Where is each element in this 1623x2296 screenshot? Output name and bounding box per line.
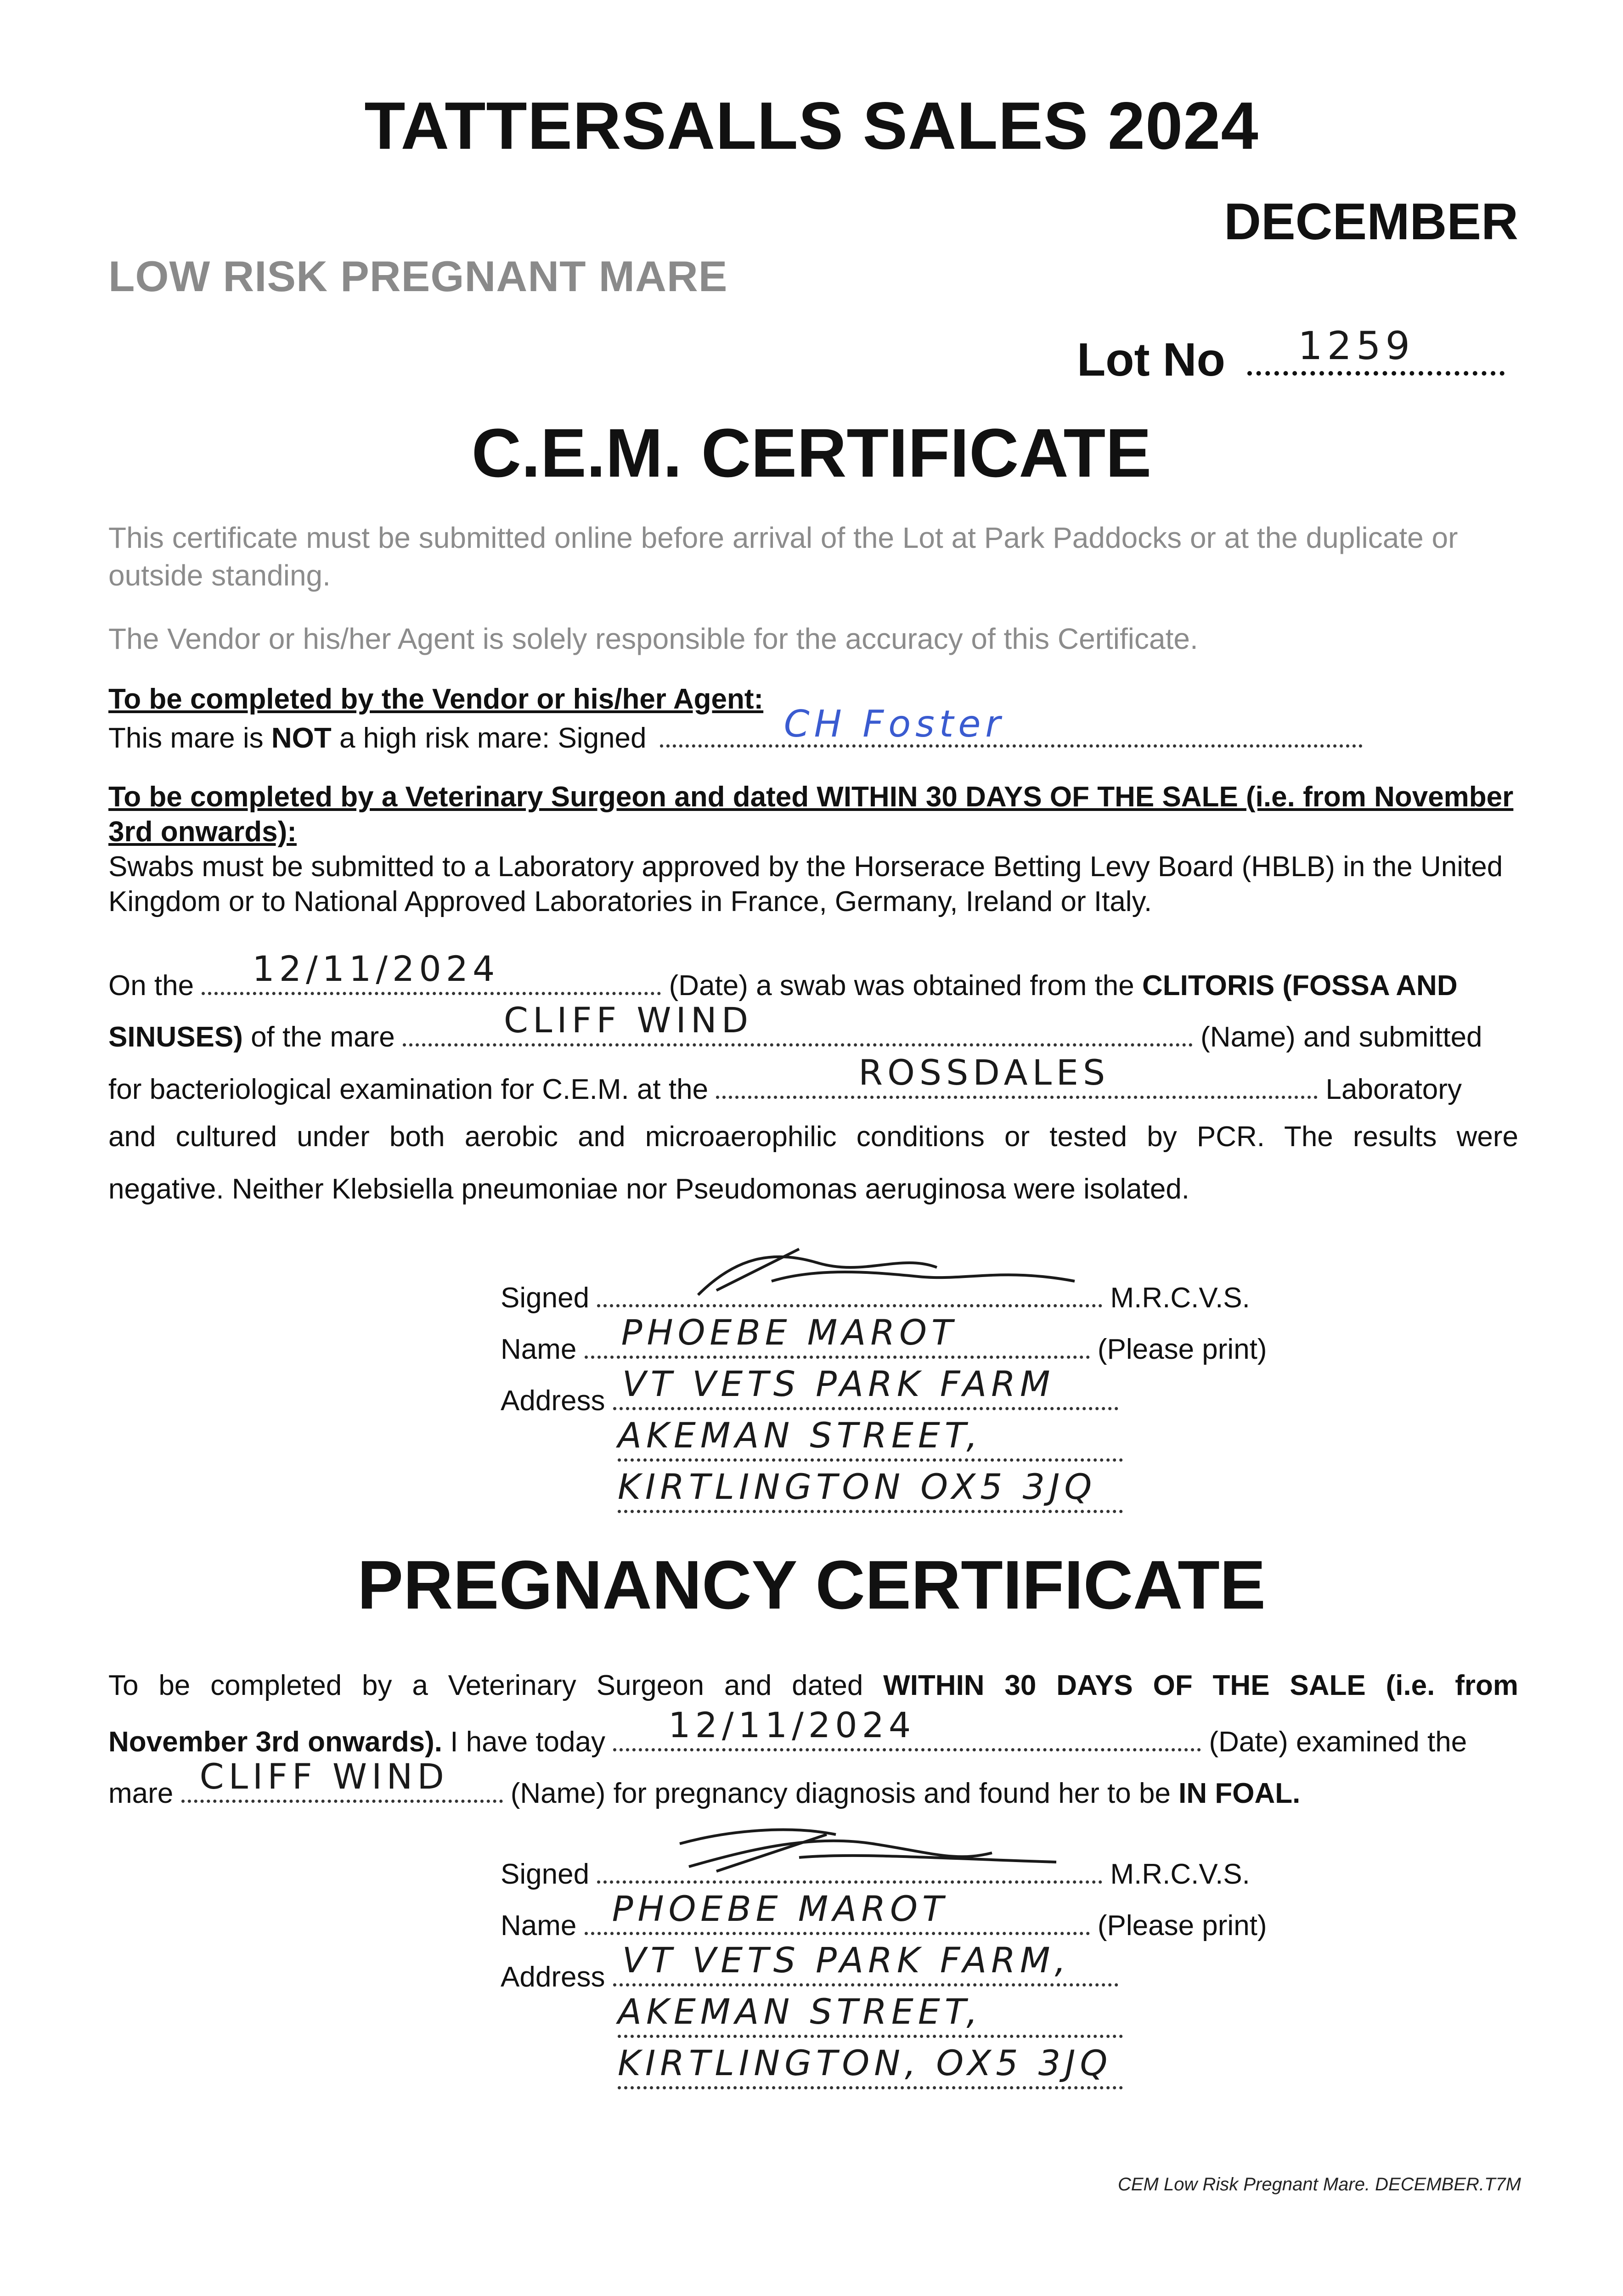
cem-vet-name-field [585,1312,1090,1359]
mare-name: CLIFF WIND [503,1000,753,1041]
cem-name-label: Name [501,1334,577,1365]
cem-address-line-3: KIRTLINGTON OX5 3JQ [618,1466,1097,1507]
lot-number-fill [1247,323,1505,376]
vendor-signature-field [660,703,1363,748]
preg-name-label: Name [501,1910,577,1941]
preg-address-line-1: VT VETS PARK FARM, [622,1940,1071,1981]
laboratory-label: Laboratory [1325,1074,1462,1105]
lot-number-field [1077,323,1505,387]
negative-line: negative. Neither Klebsiella pneumoniae nor Pseudomonas aeruginosa were isolated. [108,1173,1190,1205]
cem-please-print: (Please print) [1097,1334,1267,1365]
preg-address-line-2: AKEMAN STREET, [618,1991,982,2032]
swab-requirements: Swabs must be submitted to a Laboratory approved by the Horserace Betting Levy Board (HBLB) in the United Kingdom or to National Approved Laboratories in France, Germany, Ireland or Italy. [108,851,1503,917]
submission-notice: This certificate must be submitted online before arrival of the Lot at Park Paddocks or at the duplicate or outside standing. [108,521,1458,592]
preg-date-field [613,1705,1201,1751]
preg-vet-name: PHOEBE MAROT [612,1888,948,1929]
sinuses-label: SINUSES) [108,1021,243,1053]
clitoris-label: CLITORIS (FOSSA AND [1142,970,1458,1002]
swab-date-field [202,948,661,995]
preg-vet-name-field [585,1888,1090,1935]
preg-signed-label: Signed [501,1858,590,1890]
preg-signature-field [597,1853,1102,1884]
cem-mrcvs: M.R.C.V.S. [1110,1282,1250,1314]
vendor-declaration [108,703,1518,756]
cem-certificate-title: C.E.M. CERTIFICATE [471,414,1152,491]
preg-line2-post: I have today [442,1726,605,1758]
preg-vet-signature [661,1816,1075,1880]
on-the-label: On the [108,970,194,1002]
cem-address-line-1: VT VETS PARK FARM [622,1363,1055,1404]
cem-address-line-2: AKEMAN STREET, [618,1415,982,1456]
cem-address-line-1-field [613,1363,1118,1410]
lot-label: Lot No [1077,333,1225,386]
laboratory-name: ROSSDALES [858,1052,1110,1093]
preg-mare-name-field [181,1756,503,1803]
responsibility-notice: The Vendor or his/her Agent is solely responsible for the accuracy of this Certificate. [108,622,1198,655]
vendor-line-post: a high risk mare: Signed [331,722,647,754]
sale-month: DECEMBER [1224,193,1518,250]
preg-date-suffix: (Date) examined the [1209,1726,1467,1758]
preg-vet-signature-block [501,1853,1511,2110]
in-foal-label: IN FOAL. [1178,1778,1301,1809]
cem-vet-name: PHOEBE MAROT [621,1312,958,1353]
sales-title: TATTERSALLS SALES 2024 [364,88,1259,163]
lot-number-value: 1259 [1298,323,1415,368]
vendor-section [108,682,1518,756]
preg-mrcvs: M.R.C.V.S. [1110,1858,1250,1890]
cem-address-line-2-field [618,1415,1123,1462]
form-code-footer: CEM Low Risk Pregnant Mare. DECEMBER.T7M [1117,2174,1521,2195]
preg-address-line-1-field [613,1940,1118,1986]
vet-section-intro [108,780,1518,919]
preg-address-line-2-field [618,1991,1123,2038]
swab-date-suffix: (Date) a swab was obtained from the [669,970,1134,1002]
pregnancy-statement [108,1669,1518,1825]
preg-address-label: Address [501,1961,605,1993]
cem-swab-statement [108,948,1518,1240]
cem-signature-field [597,1277,1102,1307]
laboratory-field [716,1052,1318,1099]
vendor-line-not: NOT [271,722,332,754]
preg-mare-name: CLIFF WIND [199,1756,449,1797]
bacteriological-label: for bacteriological examination for C.E.M. at the [108,1074,709,1105]
preg-address-line-3: KIRTLINGTON, OX5 3JQ [618,2043,1112,2083]
vet-heading: To be completed by a Veterinary Surgeon and dated WITHIN 30 DAYS OF THE SALE (i.e. from November 3rd onwards): [108,781,1514,848]
name-submitted-label: (Name) and submitted [1200,1021,1482,1053]
cem-address-line-3-field [618,1466,1123,1513]
cem-vet-signature-block [501,1277,1511,1534]
preg-line2-bold: November 3rd onwards). [108,1726,442,1758]
preg-line3-post: (Name) for pregnancy diagnosis and found her to be [510,1778,1179,1809]
mare-category: LOW RISK PREGNANT MARE [108,252,728,300]
vendor-line-pre: This mare is [108,722,271,754]
preg-date: 12/11/2024 [668,1705,916,1745]
preg-address-line-3-field [618,2043,1123,2089]
swab-date: 12/11/2024 [252,948,500,989]
of-the-mare-label: of the mare [251,1021,395,1053]
cem-vet-signature [680,1240,1093,1304]
vendor-signature: CH Foster [783,703,1005,745]
preg-mare-label: mare [108,1778,174,1809]
vendor-heading: To be completed by the Vendor or his/her Agent: [108,683,764,715]
cem-address-label: Address [501,1385,605,1417]
preg-line1-bold: WITHIN 30 DAYS OF THE SALE (i.e. from [883,1670,1518,1701]
cultured-line: and cultured under both aerobic and microaerophilic conditions or tested by PCR. The results were [108,1121,1518,1153]
pregnancy-certificate-title: PREGNANCY CERTIFICATE [357,1546,1266,1623]
preg-line1-pre: To be completed by a Veterinary Surgeon and dated [108,1670,884,1701]
cem-signed-label: Signed [501,1282,590,1314]
preg-please-print: (Please print) [1097,1910,1267,1941]
mare-name-field [403,1000,1193,1047]
